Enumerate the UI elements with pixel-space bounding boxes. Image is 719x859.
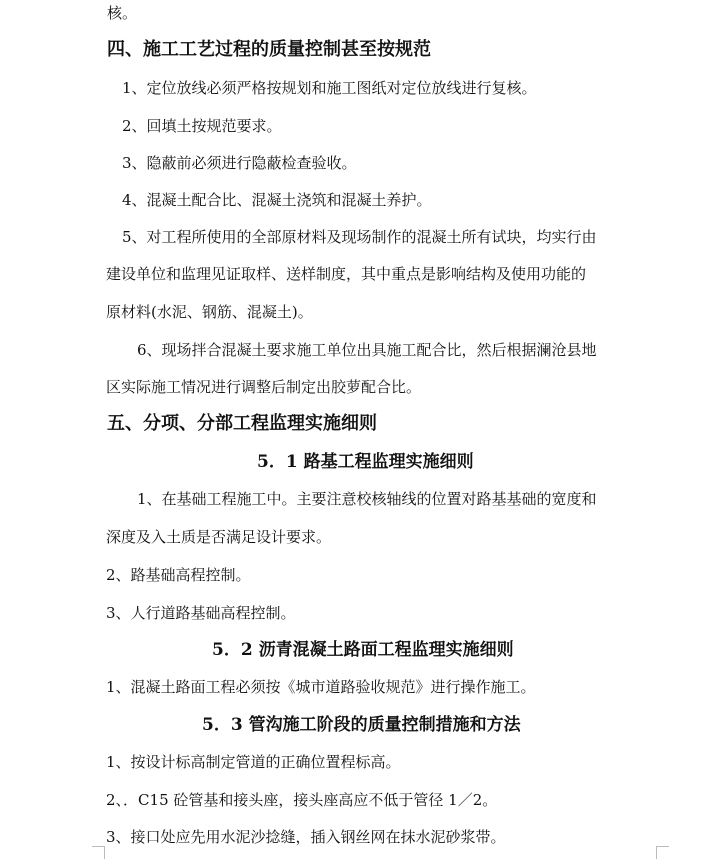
paragraph-line: 建设单位和监理见证取样、送样制度，其中重点是影响结构及使用功能的	[106, 265, 587, 283]
subsection-heading: 5．2 沥青混凝土路面工程监理实施细则	[212, 640, 514, 660]
paragraph-line: 原材料(水泥、钢筋、混凝土)。	[106, 303, 313, 321]
list-item: 4、混凝土配合比、混凝土浇筑和混凝土养护。	[122, 191, 432, 209]
subsection-heading: 5．1 路基工程监理实施细则	[257, 452, 474, 472]
list-item: 2、路基础高程控制。	[106, 566, 251, 584]
paragraph-line: 1、在基础工程施工中。主要注意校核轴线的位置对路基基础的宽度和	[137, 490, 597, 508]
paragraph-line: 5、对工程所使用的全部原材料及现场制作的混凝土所有试块，均实行由	[122, 228, 597, 246]
list-item: 1、按设计标高制定管道的正确位置程标高。	[106, 753, 401, 771]
page-corner-mark	[92, 846, 105, 859]
section-heading-5: 五、分项、分部工程监理实施细则	[107, 413, 377, 434]
list-item: 2、．C15 砼管基和接头座，接头座高应不低于管径 1／2。	[106, 791, 498, 809]
section-heading-4: 四、施工工艺过程的质量控制甚至按规范	[107, 39, 431, 60]
paragraph-line: 6、现场拌合混凝土要求施工单位出具施工配合比，然后根据澜沧县地	[137, 341, 597, 359]
list-item: 1、定位放线必须严格按规划和施工图纸对定位放线进行复核。	[122, 79, 537, 97]
list-item: 2、回填土按规范要求。	[122, 117, 282, 135]
list-item: 3、隐蔽前必须进行隐蔽检查验收。	[122, 154, 357, 172]
paragraph-line: 深度及入土质是否满足设计要求。	[106, 528, 332, 546]
list-item: 3、人行道路基础高程控制。	[106, 604, 296, 622]
subsection-heading: 5．3 管沟施工阶段的质量控制措施和方法	[202, 715, 521, 735]
list-item: 3、接口处应先用水泥沙捻缝，插入钢丝网在抹水泥砂浆带。	[106, 828, 506, 846]
text-line: 核。	[107, 4, 138, 22]
page-corner-mark	[656, 846, 669, 859]
list-item: 1、混凝土路面工程必须按《城市道路验收规范》进行操作施工。	[106, 678, 536, 696]
paragraph-line: 区实际施工情况进行调整后制定出胶萝配合比。	[106, 378, 422, 396]
